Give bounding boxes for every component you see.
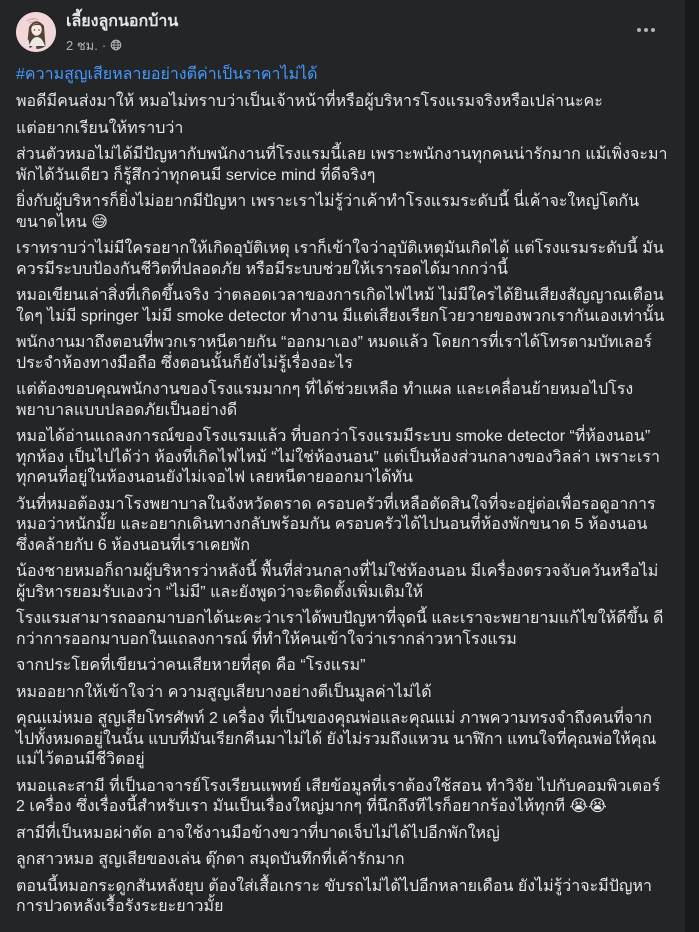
more-options-button[interactable] [633,20,659,40]
post-body [0,58,685,932]
hashtag-link[interactable]: #ความสูญเสียหลายอย่างตีค่าเป็นราคาไม่ได้ [16,66,318,83]
post-paragraph: พนักงานมาถึงตอนที่พวกเราหนีตายกัน “ออกมาเอง” หมดแล้ว โดยการที่เราได้โทรตามบัทเลอร์ประจำห้องทางมือถือ ซึ่งตอนนั้นก็ยังไม่รู้เรื่องอะไร [16,334,652,372]
page-avatar[interactable] [16,12,56,52]
post-paragraph: ตอนนี้หมอกระดูกสันหลังยุบ ต้องใส่เสื้อเกราะ ขับรถไม่ได้ไปอีกหลายเดือน ยังไม่รู้ว่าจะมีปัญหาการปวดหลังเรื้อรังระยะยาวมั้ย [16,877,653,915]
post-paragraph: โรงแรมสามารถออกมาบอกได้นะคะว่าเราได้พบปัญหาที่จุดนี้ และเราจะพยายามแก้ไขให้ดีขึ้น ดีกว่าการออกมาบอกในแถลงการณ์ ที่ทำให้คนเข้าใจว่าเรากล่าวหาโรงแรม [16,610,664,648]
post-paragraph: หมอเขียนเล่าสิ่งที่เกิดขึ้นจริง ว่าตลอดเวลาของการเกิดไฟไหม้ ไม่มีใครได้ยินเสียงสัญญาณเตือนใดๆ ไม่มี springer ไม่มี smoke detector ทำงาน มีแต่เสียงเรียกโวยวายของพวกเรากันเองเท่านั้น [16,287,665,325]
header-text [66,12,669,56]
post-paragraph: หมอได้อ่านแถลงการณ์ของโรงแรมแล้ว ที่บอกว่าโรงแรมมีระบบ smoke detector “ที่ห้องนอน” ทุกห้อง เป็นไปได้ว่า ห้องที่เกิดไฟไหม้ “ไม่ใช่ห้องนอน” แต่เป็นห้องส่วนกลางของวิลล่า เพราะเราทุกคนที่อยู่ในห้องนอนยังไม่เจอไฟ เลยหนีตายออกมาได้ทัน [16,428,660,486]
ellipsis-icon [637,28,641,32]
post-paragraph: ลูกสาวหมอ สูญเสียของเล่น ตุ๊กตา สมุดบันทึกที่เค้ารักมาก [16,851,405,868]
post-paragraph: ยิ่งกับผู้บริหารก็ยิ่งไม่อยากมีปัญหา เพราะเราไม่รู้ว่าเค้าทำโรงแรมระดับนี้ นี่เค้าจะใหญ่โตกันขนาดไหน 😅 [16,193,640,231]
post-paragraph: น้องชายหมอก็ถามผู้บริหารว่าหลังนี้ พื้นที่ส่วนกลางที่ไม่ใช่ห้องนอน มีเครื่องตรวจจับควันหรือไม่ ผู้บริหารยอมรับเองว่า “ไม่มี” และยังพูดว่าจะติดตั้งเพิ่มเติมให้ [16,563,659,601]
post-meta [66,35,669,56]
post-paragraph: แต่ต้องขอบคุณพนักงานของโรงแรมมากๆ ที่ได้ช่วยเหลือ ทำแผล และเคลื่อนย้ายหมอไปโรงพยาบาลแบบปลอดภัยเป็นอย่างดี [16,381,634,419]
post-paragraph: หมอและสามี ที่เป็นอาจารย์โรงเรียนแพทย์ เสียข้อมูลที่เราต้องใช้สอน ทำวิจัย ไปกับคอมพิวเตอร์ 2 เครื่อง ซึ่งเรื่องนี้สำหรับเรา มันเป็นเรื่องใหญ่มากๆ ที่นึกถึงทีไรก็อยากร้องไห้ทุกที 😭😭 [16,777,661,815]
post-paragraph: วันที่หมอต้องมาโรงพยาบาลในจังหวัดตราด ครอบครัวที่เหลือตัดสินใจที่จะอยู่ต่อเพื่อรอดูอาการหมอว่าหนักมั้ย และอยากเดินทางกลับพร้อมกัน ครอบครัวได้ไปนอนที่ห้องพักขนาด 5 ห้องนอน ซึ่งคล้ายกับ 6 ห้องนอนที่เราเคยพัก [16,495,656,554]
post-paragraph: จากประโยคที่เขียนว่าคนเสียหายที่สุด คือ “โรงแรม” [16,657,366,674]
timestamp[interactable]: 2 ชม. [66,38,98,53]
post-paragraph: เราทราบว่าไม่มีใครอยากให้เกิดอุบัติเหตุ เราก็เข้าใจว่าอุบัติเหตุมันเกิดได้ แต่โรงแรมระดับนี้ มันควรมีระบบป้องกันชีวิตที่ปลอดภัย หรือมีระบบช่วยให้เรารอดได้มากกว่านี้ [16,240,664,278]
globe-icon [110,39,122,54]
page-name[interactable]: เลี้ยงลูกนอกบ้าน [66,13,179,30]
post-paragraph: หมออยากให้เข้าใจว่า ความสูญเสียบางอย่างตีเป็นมูลค่าไม่ได้ [16,683,432,701]
post-paragraph: พอดีมีคนส่งมาให้ หมอไม่ทราบว่าเป็นเจ้าหน้าที่หรือผู้บริหารโรงแรมจริงหรือเปล่านะคะ [16,93,603,110]
post-paragraph: ส่วนตัวหมอไม่ได้มีปัญหากับพนักงานที่โรงแรมนี้เลย เพราะพนักงานทุกคนน่ารักมาก แม้เพิ่งจะมาพักได้วันเดียว ก็รู้สึกว่าทุกคนมี service mind ที่ดีจริงๆ [16,146,668,184]
avatar-cartoon-woman-icon [16,12,56,52]
post-header [0,0,685,58]
dot-separator: · [101,38,107,53]
post-paragraph: สามีที่เป็นหมอผ่าตัด อาจใช้งานมือข้างขวาที่บาดเจ็บไม่ได้ไปอีกพักใหญ่ [16,824,500,842]
post-paragraph: แต่อยากเรียนให้ทราบว่า [16,119,184,137]
post-paragraph: คุณแม่หมอ สูญเสียโทรศัพท์ 2 เครื่อง ที่เป็นของคุณพ่อและคุณแม่ ภาพความทรงจำถึงคนที่จากไปทั้งหมดอยู่ในนั้น แบบที่มันเรียกคืนมาไม่ได้ ยังไม่รวมถึงแหวน นาฬิกา แทนใจที่คุณพ่อให้คุณแม่ไว้ตอนมีชีวิตอยู่ [16,710,657,768]
